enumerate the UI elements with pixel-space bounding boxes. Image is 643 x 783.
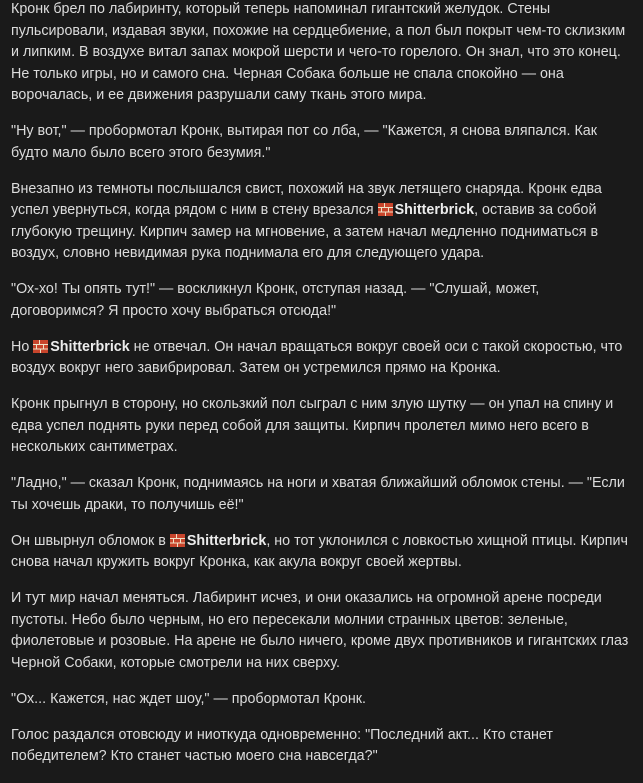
paragraph-text: Голос раздался отовсюду и ниоткуда одновременно: "Последний акт... Кто станет победителем? Кто станет частью моего сна навсегда?" xyxy=(11,726,553,764)
story-paragraph xyxy=(11,0,633,107)
story-paragraph xyxy=(11,179,633,265)
paragraph-text: Кронк брел по лабиринту, который теперь напоминал гигантский желудок. Стены пульсировали, издавая звуки, похожие на сердцебиение, а пол был покрыт чем-то склизким и липким. В воздухе витал запах мокрой шерсти и чего-то горелого. Он знал, что это конец. Не только игры, но и самого сна. Черная Собака больше не спала спокойно — она ворочалась, и ее движения разрушали саму ткань этого мира. xyxy=(11,1,626,103)
paragraph-text: Кронк прыгнул в сторону, но скользкий пол сыграл с ним злую шутку — он упал на спину и едва успел поднять руки перед собой для защиты. Кирпич пролетел мимо него всего в нескольких сантиметрах. xyxy=(11,396,614,455)
brick-icon xyxy=(33,340,48,353)
paragraph-text: , но тот уклонился с ловкостью хищной птицы. Кирпич снова начал кружить вокруг Кронка, как акула вокруг своей жертвы. xyxy=(11,532,628,570)
paragraph-text: И тут мир начал меняться. Лабиринт исчез, и они оказались на огромной арене посреди пустоты. Небо было черным, но его пересекали молнии странных цветов: зеленые, фиолетовые и розовые. На арене не было ничего, кроме двух противников и гигантских глаз Черной Собаки, которые смотрели на них сверху. xyxy=(11,590,629,671)
character-name: Shitterbrick xyxy=(394,202,475,218)
story-paragraph xyxy=(11,394,633,459)
character-name: Shitterbrick xyxy=(186,532,267,549)
paragraph-text: , оставив за собой глубокую трещину. Кирпич замер на мгновение, а затем начал медленно подниматься в воздух, словно невидимая рука поднимала его для следующего удара. xyxy=(11,202,599,261)
paragraph-text: не отвечал. Он начал вращаться вокруг своей оси с такой скоростью, что воздух вокруг него завибрировал. Затем он устремился прямо на Кронка. xyxy=(11,338,623,376)
story-paragraph xyxy=(11,689,633,711)
paragraph-text: "Ну вот," — пробормотал Кронк, вытирая пот со лба, — "Кажется, я снова вляпался. Как будто мало было всего этого безумия." xyxy=(11,123,597,161)
story-paragraph xyxy=(11,337,633,380)
story-paragraph xyxy=(11,588,633,674)
brick-icon xyxy=(378,203,393,216)
paragraph-text: Он швырнул обломок в xyxy=(11,532,170,549)
paragraph-text: "Ох... Кажется, нас ждет шоу," — пробормотал Кронк. xyxy=(11,690,366,707)
paragraph-text: "Ох-хо! Ты опять тут!" — воскликнул Кронк, отступая назад. — "Слушай, может, договоримся? Я просто хочу выбраться отсюда!" xyxy=(11,281,540,319)
paragraph-text: Внезапно из темноты послышался свист, похожий на звук летящего снаряда. Кронк едва успел увернуться, когда рядом с ним в стену врезался xyxy=(11,180,602,218)
story-paragraph xyxy=(11,531,633,574)
paragraph-text: Но xyxy=(11,338,34,355)
story-paragraph xyxy=(11,279,633,322)
paragraph-text: "Ладно," — сказал Кронк, поднимаясь на ноги и хватая ближайший обломок стены. — "Если ты хочешь драки, то получишь её!" xyxy=(11,475,625,513)
brick-icon xyxy=(170,534,185,547)
story-paragraph xyxy=(11,473,633,516)
story-paragraph xyxy=(11,121,633,164)
story-paragraph xyxy=(11,725,633,768)
character-name: Shitterbrick xyxy=(50,338,130,355)
